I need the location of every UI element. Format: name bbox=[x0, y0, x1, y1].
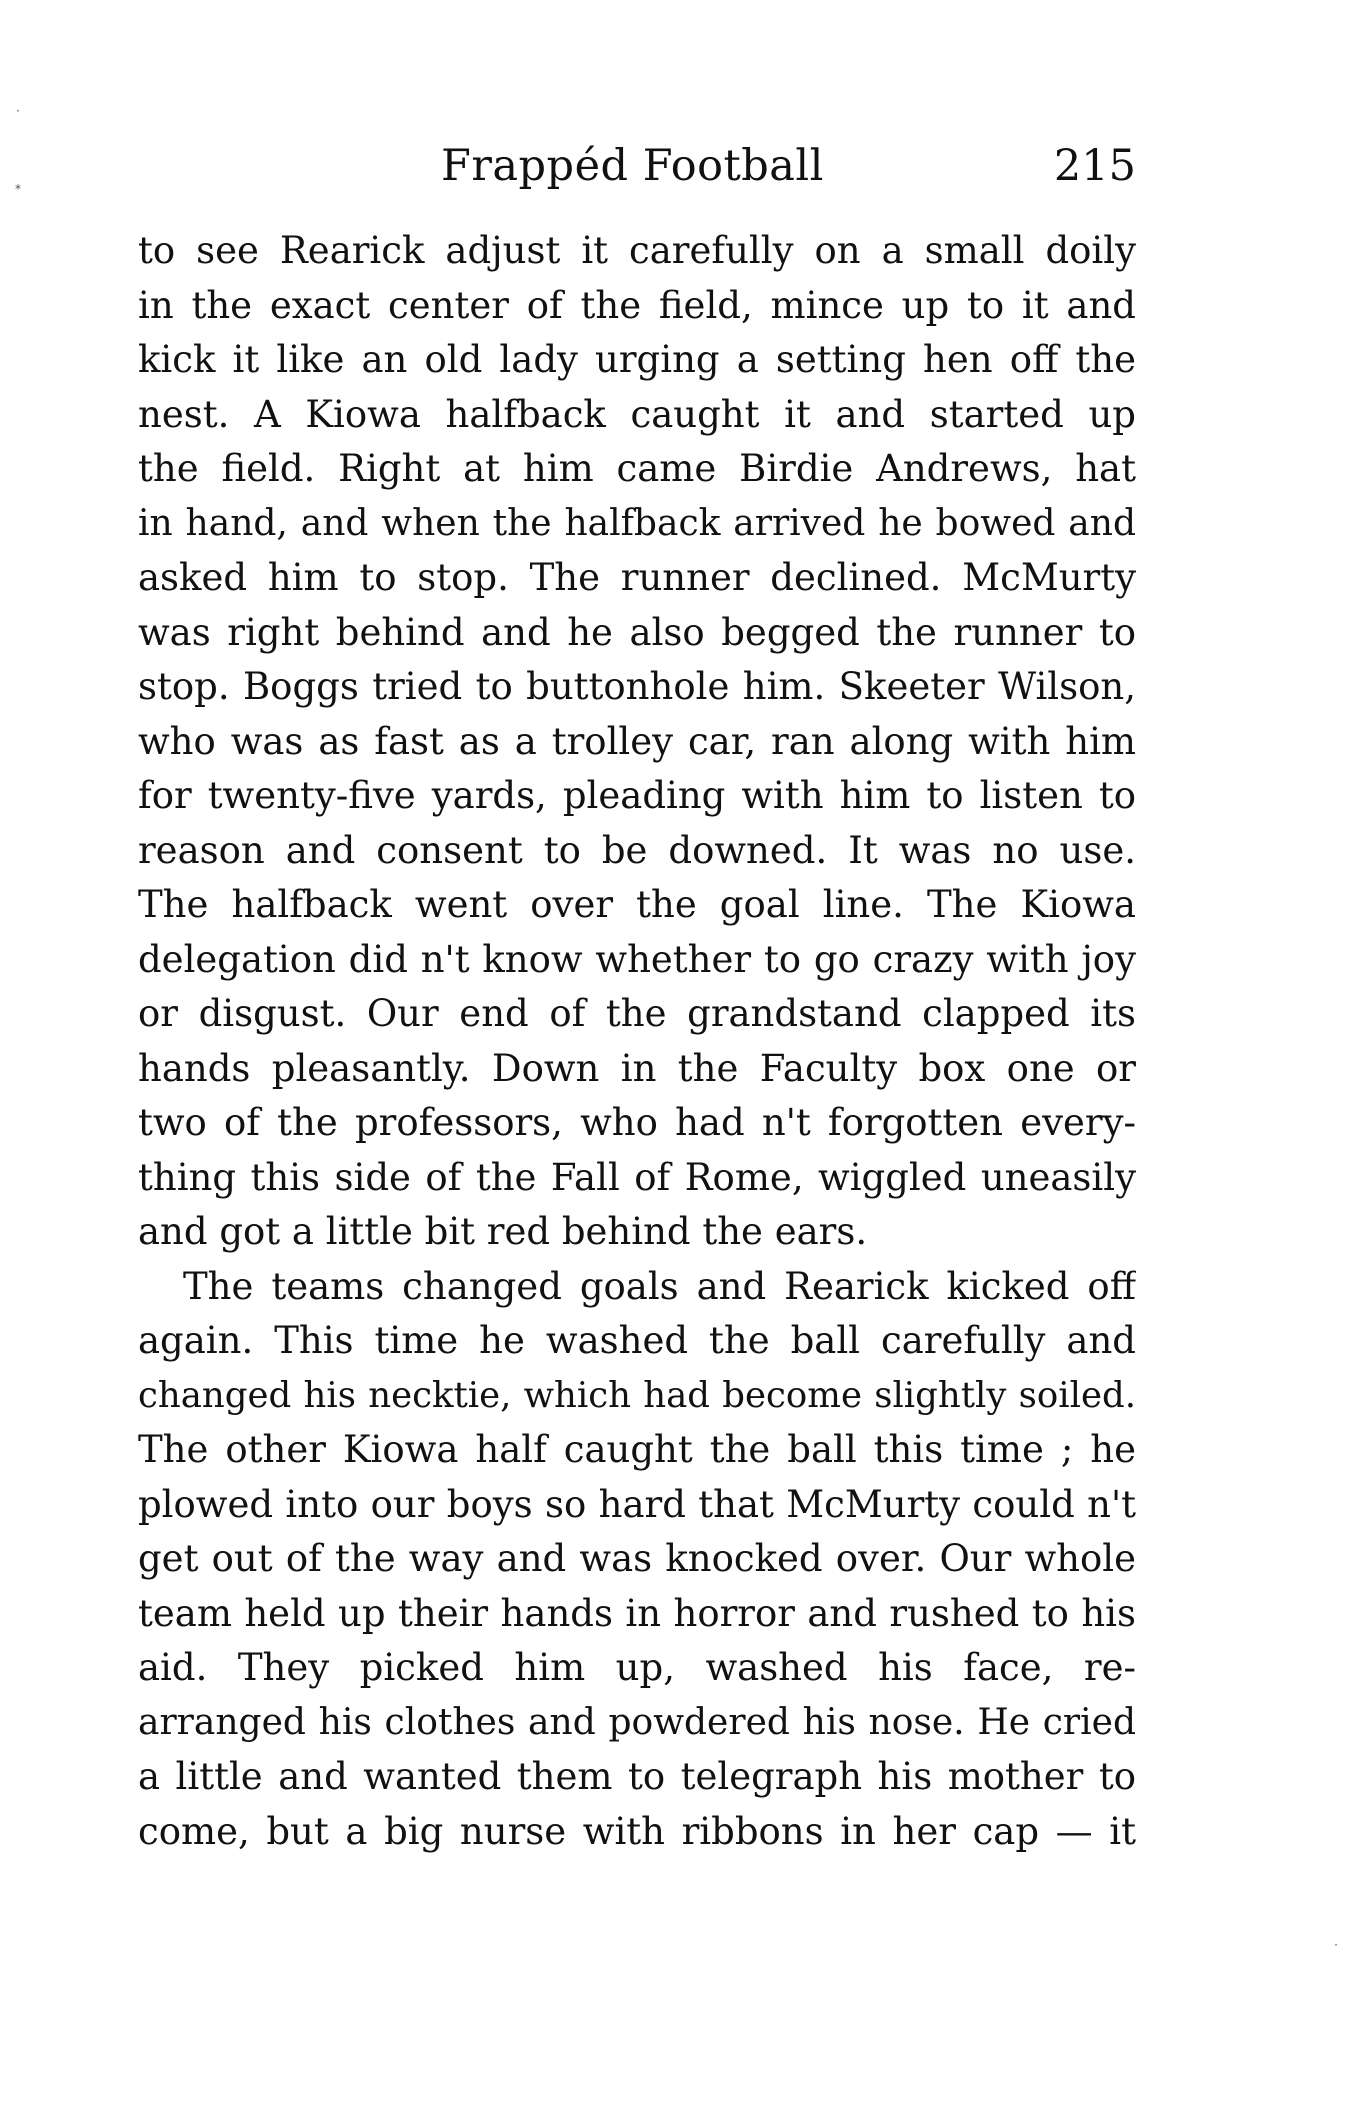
text-line: the field. Right at him came Birdie Andrews, hat bbox=[138, 447, 1136, 490]
page-title: Frappéd Football bbox=[441, 141, 824, 191]
text-line: plowed into our boys so hard that McMurty could n't bbox=[138, 1482, 1136, 1526]
text-line: changed his necktie, which had become slightly soiled. bbox=[138, 1374, 1136, 1416]
body-text bbox=[138, 224, 1136, 1859]
text-line: who was as fast as a trolley car, ran along with him bbox=[138, 719, 1136, 763]
text-line: two of the professors, who had n't forgotten every- bbox=[138, 1101, 1136, 1144]
text-line: or disgust. Our end of the grandstand clapped its bbox=[138, 992, 1136, 1035]
text-line: hands pleasantly. Down in the Faculty box one or bbox=[138, 1046, 1136, 1090]
text-line: kick it like an old lady urging a setting hen off the bbox=[138, 338, 1136, 381]
text-line: stop. Boggs tried to buttonhole him. Skeeter Wilson, bbox=[138, 665, 1136, 708]
text-line: The halfback went over the goal line. The Kiowa bbox=[138, 883, 1136, 926]
text-line: team held up their hands in horror and rushed to his bbox=[138, 1591, 1136, 1635]
text-line: and got a little bit red behind the ears. bbox=[138, 1210, 868, 1253]
paragraph-1 bbox=[138, 224, 1136, 1260]
text-line: to see Rearick adjust it carefully on a small doily bbox=[138, 229, 1136, 272]
text-line: a little and wanted them to telegraph his mother to bbox=[138, 1755, 1136, 1798]
text-line: again. This time he washed the ball carefully and bbox=[138, 1319, 1136, 1362]
text-line: in the exact center of the field, mince up to it and bbox=[138, 283, 1136, 327]
text-line: arranged his clothes and powdered his nose. He cried bbox=[138, 1701, 1136, 1743]
text-line: asked him to stop. The runner declined. McMurty bbox=[138, 556, 1136, 599]
text-line: was right behind and he also begged the runner to bbox=[138, 610, 1136, 654]
text-line: thing this side of the Fall of Rome, wiggled uneasily bbox=[138, 1155, 1136, 1199]
paragraph-2 bbox=[138, 1260, 1136, 1860]
margin-speck: · bbox=[1334, 1938, 1338, 1952]
text-line: delegation did n't know whether to go crazy with joy bbox=[138, 937, 1136, 981]
running-head bbox=[138, 138, 1136, 194]
text-line: reason and consent to be downed. It was no use. bbox=[138, 828, 1136, 872]
text-line: come, but a big nurse with ribbons in her cap — it bbox=[138, 1809, 1136, 1853]
text-line: for twenty-five yards, pleading with him to listen to bbox=[138, 774, 1136, 817]
text-line: in hand, and when the halfback arrived he bowed and bbox=[138, 502, 1136, 544]
text-line: nest. A Kiowa halfback caught it and started up bbox=[138, 392, 1136, 436]
text-line: aid. They picked him up, washed his face, re- bbox=[138, 1646, 1136, 1689]
margin-speck: * bbox=[15, 182, 21, 196]
page-number: 215 bbox=[1053, 141, 1136, 191]
text-line: get out of the way and was knocked over. Our whole bbox=[138, 1537, 1136, 1580]
text-line: The teams changed goals and Rearick kicked off bbox=[183, 1264, 1136, 1308]
text-line: The other Kiowa half caught the ball this time ; he bbox=[138, 1428, 1136, 1471]
margin-speck: · bbox=[16, 104, 20, 118]
